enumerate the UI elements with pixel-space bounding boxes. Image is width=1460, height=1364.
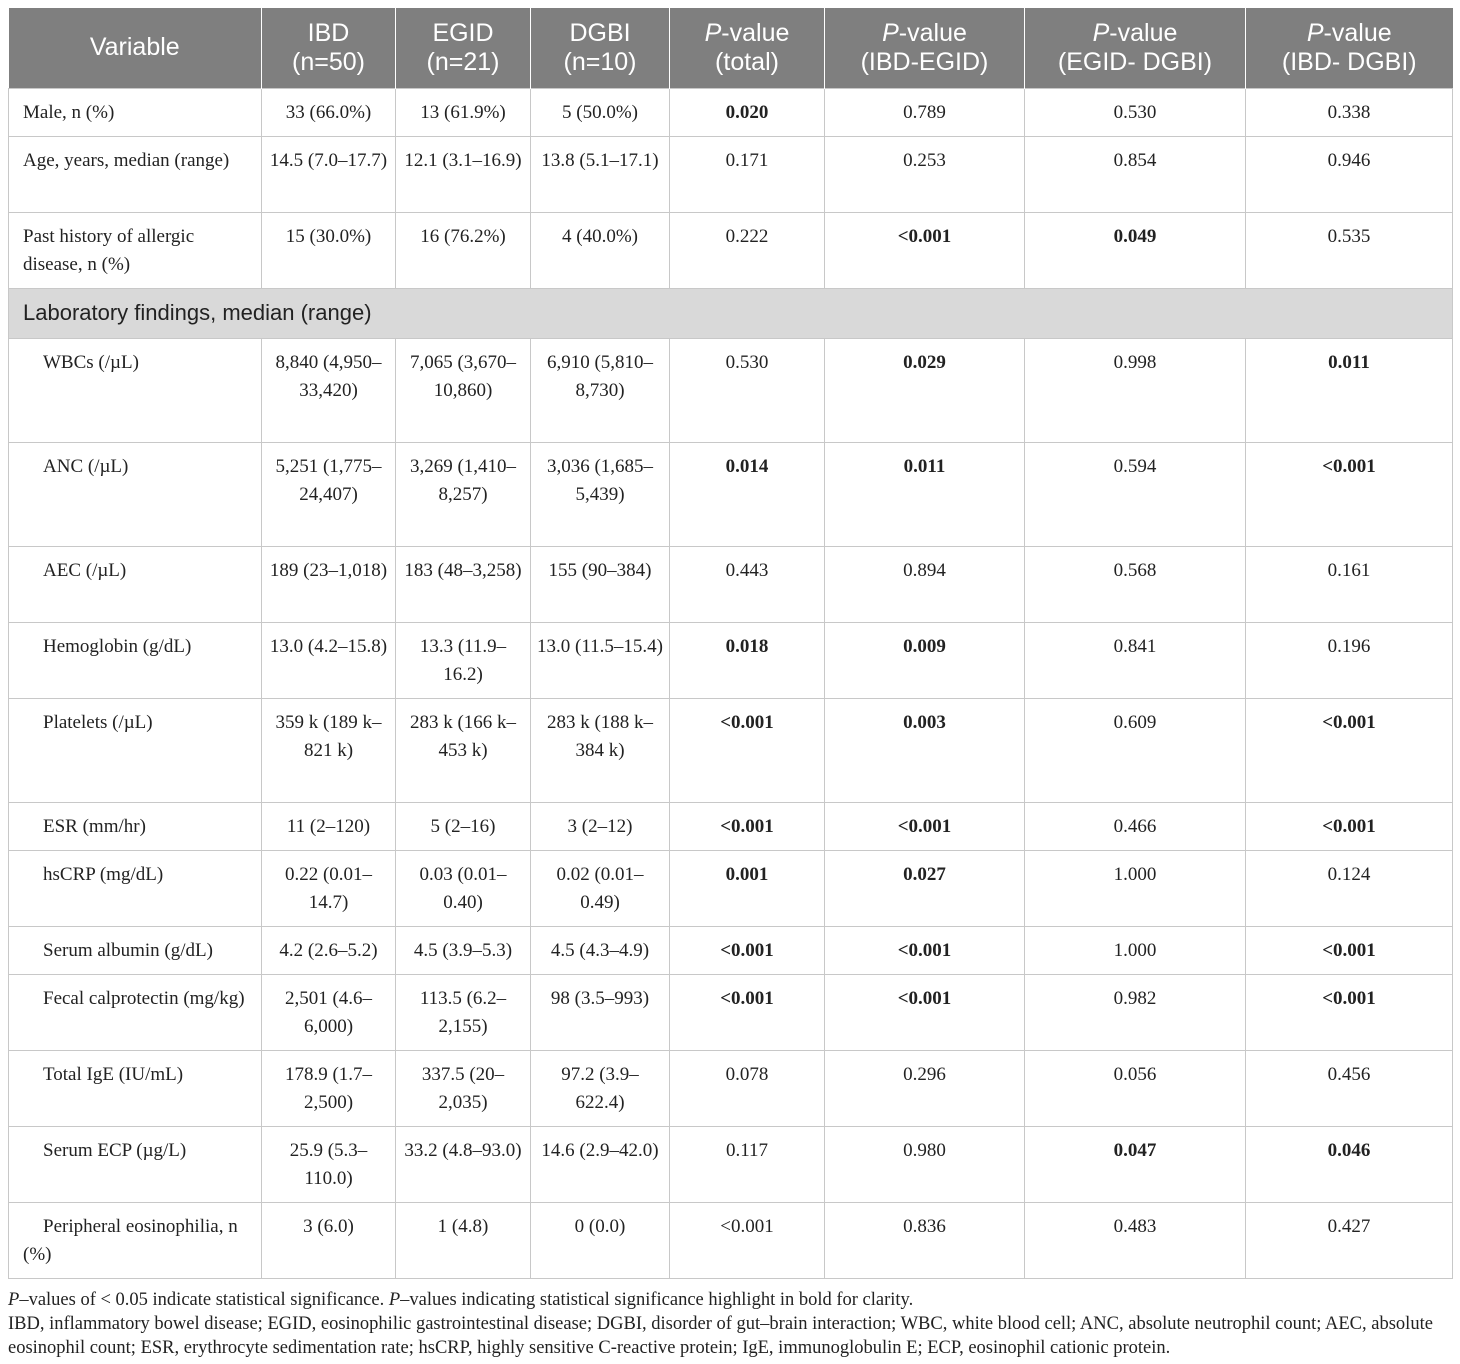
row-peripheral-eosinophilia xyxy=(9,1202,1453,1278)
cell-p-total: 0.014 xyxy=(670,442,825,546)
cell-egid: 16 (76.2%) xyxy=(396,212,531,288)
section-row-laboratory xyxy=(9,288,1453,338)
cell-ibd: 178.9 (1.7–2,500) xyxy=(262,1050,396,1126)
cell-ibd: 3 (6.0) xyxy=(262,1202,396,1278)
cell-egid: 33.2 (4.8–93.0) xyxy=(396,1126,531,1202)
cell-p-egid-dgbi: 1.000 xyxy=(1025,850,1246,926)
row-age xyxy=(9,136,1453,212)
cell-variable: Peripheral eosinophilia, n (%) xyxy=(9,1202,262,1278)
cell-ibd: 5,251 (1,775–24,407) xyxy=(262,442,396,546)
cell-p-egid-dgbi: 1.000 xyxy=(1025,926,1246,974)
cell-p-total: 0.001 xyxy=(670,850,825,926)
cell-p-egid-dgbi: 0.466 xyxy=(1025,802,1246,850)
row-allergic-history xyxy=(9,212,1453,288)
cell-p-total: 0.171 xyxy=(670,136,825,212)
cell-p-ibd-egid: 0.029 xyxy=(825,338,1025,442)
cell-ibd: 8,840 (4,950–33,420) xyxy=(262,338,396,442)
cell-dgbi: 0.02 (0.01–0.49) xyxy=(531,850,670,926)
cell-p-ibd-dgbi: 0.456 xyxy=(1246,1050,1453,1126)
cell-p-ibd-egid: 0.296 xyxy=(825,1050,1025,1126)
cell-p-ibd-dgbi: 0.011 xyxy=(1246,338,1453,442)
cell-variable: Fecal calprotectin (mg/kg) xyxy=(9,974,262,1050)
cell-egid: 337.5 (20–2,035) xyxy=(396,1050,531,1126)
cell-egid: 5 (2–16) xyxy=(396,802,531,850)
cell-dgbi: 97.2 (3.9–622.4) xyxy=(531,1050,670,1126)
cell-variable: ANC (/µL) xyxy=(9,442,262,546)
cell-p-ibd-egid: <0.001 xyxy=(825,926,1025,974)
row-total-ige xyxy=(9,1050,1453,1126)
row-esr xyxy=(9,802,1453,850)
cell-p-ibd-egid: 0.789 xyxy=(825,88,1025,136)
cell-egid: 3,269 (1,410–8,257) xyxy=(396,442,531,546)
cell-p-egid-dgbi: 0.609 xyxy=(1025,698,1246,802)
cell-variable: Total IgE (IU/mL) xyxy=(9,1050,262,1126)
cell-ibd: 359 k (189 k–821 k) xyxy=(262,698,396,802)
cell-p-ibd-egid: <0.001 xyxy=(825,212,1025,288)
cell-dgbi: 0 (0.0) xyxy=(531,1202,670,1278)
cell-p-ibd-dgbi: 0.427 xyxy=(1246,1202,1453,1278)
cell-dgbi: 155 (90–384) xyxy=(531,546,670,622)
cell-egid: 283 k (166 k–453 k) xyxy=(396,698,531,802)
cell-p-total: <0.001 xyxy=(670,974,825,1050)
cell-p-egid-dgbi: 0.530 xyxy=(1025,88,1246,136)
row-male xyxy=(9,88,1453,136)
cell-p-total: 0.018 xyxy=(670,622,825,698)
cell-egid: 13 (61.9%) xyxy=(396,88,531,136)
cell-p-total: 0.020 xyxy=(670,88,825,136)
cell-p-egid-dgbi: 0.841 xyxy=(1025,622,1246,698)
cell-dgbi: 3,036 (1,685–5,439) xyxy=(531,442,670,546)
cell-p-egid-dgbi: 0.047 xyxy=(1025,1126,1246,1202)
cell-variable: Age, years, median (range) xyxy=(9,136,262,212)
cell-dgbi: 6,910 (5,810–8,730) xyxy=(531,338,670,442)
cell-dgbi: 14.6 (2.9–42.0) xyxy=(531,1126,670,1202)
row-aec xyxy=(9,546,1453,622)
cell-ibd: 2,501 (4.6–6,000) xyxy=(262,974,396,1050)
cell-ibd: 33 (66.0%) xyxy=(262,88,396,136)
cell-p-ibd-egid: 0.980 xyxy=(825,1126,1025,1202)
cell-variable: ESR (mm/hr) xyxy=(9,802,262,850)
cell-ibd: 13.0 (4.2–15.8) xyxy=(262,622,396,698)
cell-p-ibd-egid: 0.253 xyxy=(825,136,1025,212)
cell-variable: hsCRP (mg/dL) xyxy=(9,850,262,926)
cell-p-total: 0.530 xyxy=(670,338,825,442)
cell-dgbi: 13.0 (11.5–15.4) xyxy=(531,622,670,698)
cell-variable: Past history of allergic disease, n (%) xyxy=(9,212,262,288)
cell-p-ibd-dgbi: 0.046 xyxy=(1246,1126,1453,1202)
cell-variable: Hemoglobin (g/dL) xyxy=(9,622,262,698)
section-label: Laboratory findings, median (range) xyxy=(9,288,1453,338)
cell-variable: AEC (/µL) xyxy=(9,546,262,622)
cell-p-total: 0.117 xyxy=(670,1126,825,1202)
footnote-abbreviations: IBD, inflammatory bowel disease; EGID, eosinophilic gastrointestinal disease; DGBI, disorder of gut–brain interaction; WBC, white blood cell; ANC, absolute neutrophil count; AEC, absolute eosinophil count; ESR, erythrocyte sedimentation rate; hsCRP, highly sensitive C-reactive protein; IgE, immunoglobulin E; ECP, eosinophil cationic protein. xyxy=(8,1313,1433,1358)
cell-p-ibd-egid: <0.001 xyxy=(825,974,1025,1050)
cell-dgbi: 13.8 (5.1–17.1) xyxy=(531,136,670,212)
cell-p-egid-dgbi: 0.982 xyxy=(1025,974,1246,1050)
cell-p-ibd-dgbi: 0.196 xyxy=(1246,622,1453,698)
cell-p-egid-dgbi: 0.998 xyxy=(1025,338,1246,442)
cell-p-egid-dgbi: 0.483 xyxy=(1025,1202,1246,1278)
table-footnotes xyxy=(8,1288,1452,1360)
cell-p-ibd-dgbi: 0.946 xyxy=(1246,136,1453,212)
cell-dgbi: 4.5 (4.3–4.9) xyxy=(531,926,670,974)
cell-variable: WBCs (/µL) xyxy=(9,338,262,442)
row-anc xyxy=(9,442,1453,546)
row-platelets xyxy=(9,698,1453,802)
header-egid: EGID (n=21) xyxy=(396,8,531,88)
cell-p-ibd-dgbi: <0.001 xyxy=(1246,802,1453,850)
header-ibd: IBD (n=50) xyxy=(262,8,396,88)
header-p-ibd-egid: P-value (IBD-EGID) xyxy=(825,8,1025,88)
cell-p-total: 0.078 xyxy=(670,1050,825,1126)
cell-p-egid-dgbi: 0.568 xyxy=(1025,546,1246,622)
cell-ibd: 25.9 (5.3–110.0) xyxy=(262,1126,396,1202)
cell-p-egid-dgbi: 0.594 xyxy=(1025,442,1246,546)
footnote-significance: P–values of < 0.05 indicate statistical significance. P–values indicating statistical significance highlight in bold for clarity. xyxy=(8,1289,914,1310)
row-hemoglobin xyxy=(9,622,1453,698)
cell-egid: 4.5 (3.9–5.3) xyxy=(396,926,531,974)
cell-p-total: <0.001 xyxy=(670,1202,825,1278)
cell-ibd: 189 (23–1,018) xyxy=(262,546,396,622)
cell-p-total: 0.443 xyxy=(670,546,825,622)
cell-p-ibd-dgbi: <0.001 xyxy=(1246,698,1453,802)
cell-p-total: 0.222 xyxy=(670,212,825,288)
cell-p-ibd-dgbi: <0.001 xyxy=(1246,926,1453,974)
cell-egid: 0.03 (0.01–0.40) xyxy=(396,850,531,926)
cell-p-egid-dgbi: 0.049 xyxy=(1025,212,1246,288)
header-row xyxy=(9,8,1453,88)
cell-p-ibd-egid: 0.011 xyxy=(825,442,1025,546)
cell-dgbi: 283 k (188 k–384 k) xyxy=(531,698,670,802)
cell-p-ibd-egid: 0.836 xyxy=(825,1202,1025,1278)
cell-egid: 183 (48–3,258) xyxy=(396,546,531,622)
cell-variable: Serum ECP (µg/L) xyxy=(9,1126,262,1202)
cell-egid: 13.3 (11.9–16.2) xyxy=(396,622,531,698)
header-dgbi: DGBI (n=10) xyxy=(531,8,670,88)
cell-variable: Platelets (/µL) xyxy=(9,698,262,802)
cell-p-ibd-egid: 0.009 xyxy=(825,622,1025,698)
cell-p-ibd-egid: <0.001 xyxy=(825,802,1025,850)
cell-p-ibd-dgbi: <0.001 xyxy=(1246,974,1453,1050)
cell-p-egid-dgbi: 0.854 xyxy=(1025,136,1246,212)
header-variable: Variable xyxy=(9,8,262,88)
header-p-egid-dgbi: P-value (EGID- DGBI) xyxy=(1025,8,1246,88)
cell-dgbi: 4 (40.0%) xyxy=(531,212,670,288)
cell-dgbi: 3 (2–12) xyxy=(531,802,670,850)
cell-p-ibd-dgbi: 0.338 xyxy=(1246,88,1453,136)
cell-ibd: 0.22 (0.01–14.7) xyxy=(262,850,396,926)
cell-ibd: 11 (2–120) xyxy=(262,802,396,850)
cell-egid: 7,065 (3,670–10,860) xyxy=(396,338,531,442)
cell-dgbi: 98 (3.5–993) xyxy=(531,974,670,1050)
row-serum-albumin xyxy=(9,926,1453,974)
row-fecal-calprotectin xyxy=(9,974,1453,1050)
cell-p-ibd-dgbi: 0.124 xyxy=(1246,850,1453,926)
cell-ibd: 15 (30.0%) xyxy=(262,212,396,288)
table-container xyxy=(8,8,1452,1360)
cell-p-ibd-dgbi: 0.535 xyxy=(1246,212,1453,288)
cell-ibd: 4.2 (2.6–5.2) xyxy=(262,926,396,974)
row-hscrp xyxy=(9,850,1453,926)
cell-egid: 113.5 (6.2–2,155) xyxy=(396,974,531,1050)
header-p-total: P-value (total) xyxy=(670,8,825,88)
row-wbc xyxy=(9,338,1453,442)
cell-p-ibd-dgbi: 0.161 xyxy=(1246,546,1453,622)
cell-variable: Serum albumin (g/dL) xyxy=(9,926,262,974)
cell-p-ibd-egid: 0.003 xyxy=(825,698,1025,802)
row-serum-ecp xyxy=(9,1126,1453,1202)
cell-dgbi: 5 (50.0%) xyxy=(531,88,670,136)
cell-p-ibd-egid: 0.894 xyxy=(825,546,1025,622)
cell-p-ibd-dgbi: <0.001 xyxy=(1246,442,1453,546)
cell-p-total: <0.001 xyxy=(670,698,825,802)
cell-p-total: <0.001 xyxy=(670,802,825,850)
header-p-ibd-dgbi: P-value (IBD- DGBI) xyxy=(1246,8,1453,88)
cell-p-ibd-egid: 0.027 xyxy=(825,850,1025,926)
cell-ibd: 14.5 (7.0–17.7) xyxy=(262,136,396,212)
comparison-table xyxy=(8,8,1453,1279)
cell-egid: 1 (4.8) xyxy=(396,1202,531,1278)
cell-variable: Male, n (%) xyxy=(9,88,262,136)
cell-p-egid-dgbi: 0.056 xyxy=(1025,1050,1246,1126)
cell-egid: 12.1 (3.1–16.9) xyxy=(396,136,531,212)
cell-p-total: <0.001 xyxy=(670,926,825,974)
